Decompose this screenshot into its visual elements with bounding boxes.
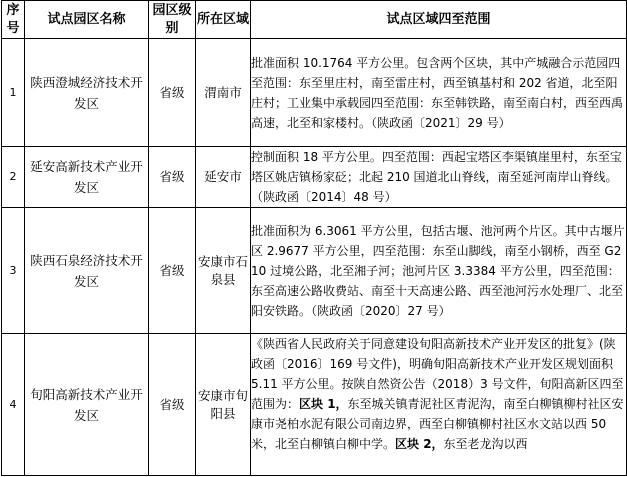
row-num: 3 bbox=[2, 208, 25, 334]
scope-text-part: 东至老龙沟以西 bbox=[443, 437, 528, 451]
row-num: 2 bbox=[2, 147, 25, 208]
zone-name: 延安高新技术产业开发区 bbox=[25, 147, 149, 208]
zone-level: 省级 bbox=[149, 39, 196, 147]
header-location: 所在区域 bbox=[196, 1, 251, 39]
zone-scope-text bbox=[251, 334, 626, 475]
scope-block-label: 区块 2， bbox=[395, 437, 444, 451]
zone-level: 省级 bbox=[149, 334, 196, 476]
table-row bbox=[2, 39, 627, 147]
header-name: 试点园区名称 bbox=[25, 1, 149, 39]
pilot-zone-table bbox=[1, 0, 627, 476]
row-num: 4 bbox=[2, 334, 25, 476]
table-header-row bbox=[2, 1, 627, 39]
zone-name: 陕西石泉经济技术开发区 bbox=[25, 208, 149, 334]
zone-name: 旬阳高新技术产业开发区 bbox=[25, 334, 149, 476]
table-row bbox=[2, 334, 627, 476]
zone-level: 省级 bbox=[149, 147, 196, 208]
table-row bbox=[2, 147, 627, 208]
header-level: 园区级别 bbox=[149, 1, 196, 39]
zone-location: 安康市旬阳县 bbox=[196, 334, 251, 476]
zone-name: 陕西澄城经济技术开发区 bbox=[25, 39, 149, 147]
zone-scope: 批准面积 10.1764 平方公里。包含两个区块，其中产城融合示范园四至范围：东至里庄村，南至雷庄村，西至镇基村和 202 省道，北至阳庄村；工业集中承载园四至范围：东至韩铁路，南至南白村，西至西禹高速，北至和家楼村。（陕政函〔2021〕29 号） bbox=[251, 39, 627, 147]
row-num: 1 bbox=[2, 39, 25, 147]
scope-text-part: 《陕西省人民政府关于同意建设旬阳高新技术产业开发区的批复》(陕政函〔2016〕169 号文件)，明确旬阳高新技术产业开发区规划面积 5.11 平方公里。按陕自然资公告（2018）3 号文件，旬阳高新区四至范围为： bbox=[251, 337, 624, 411]
zone-location: 渭南市 bbox=[196, 39, 251, 147]
table-row bbox=[2, 208, 627, 334]
zone-location: 延安市 bbox=[196, 147, 251, 208]
zone-location: 安康市石泉县 bbox=[196, 208, 251, 334]
scope-block-label: 区块 1， bbox=[299, 397, 348, 411]
header-scope: 试点区域四至范围 bbox=[251, 1, 627, 39]
header-num: 序号 bbox=[2, 1, 25, 39]
zone-scope: 控制面积 18 平方公里。四至范围：西起宝塔区李渠镇崖里村，东至宝塔区姚店镇杨家砭；北起 210 国道北山脊线，南至延河南岸山脊线。（陕政函〔2014〕48 号） bbox=[251, 147, 627, 208]
zone-level: 省级 bbox=[149, 208, 196, 334]
scope-text-part: 东至城关镇青泥社区青泥沟，南至白柳镇柳村社区安康市尧柏水泥有限公司南边界，西至白柳镇柳村社区水文站以西 50 米，北至白柳镇白柳中学。 bbox=[251, 397, 624, 451]
zone-scope: 批准面积为 6.3061 平方公里，包括古堰、池河两个片区。其中古堰片区 2.9677 平方公里，四至范围：东至山脚线，南至小钢桥，西至 G210 过境公路，北至湘子河；池河片区 3.3384 平方公里，四至范围：东至高速公路收费站、南至十天高速公路、西至池河污水处理厂、北至阳安铁路。（陕政函〔2020〕27 号） bbox=[251, 208, 627, 334]
zone-scope bbox=[251, 334, 627, 476]
